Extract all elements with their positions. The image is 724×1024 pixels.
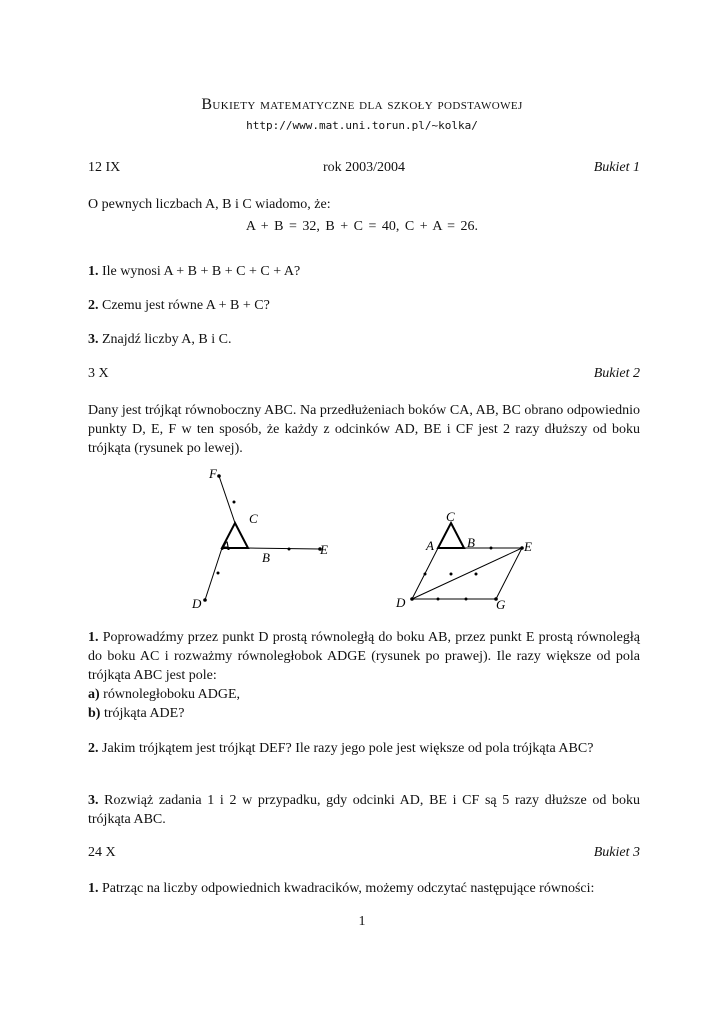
point-d [410, 597, 414, 601]
subquestion-label: a) [88, 687, 100, 702]
segment-ad [205, 548, 222, 600]
label-f: F [209, 466, 217, 481]
bukiet2-label: Bukiet 2 [593, 366, 640, 381]
point-mark [424, 573, 427, 576]
bukiet2-question-1b [88, 704, 640, 723]
point-mark [437, 598, 440, 601]
bukiet3-question-1 [88, 879, 640, 898]
page-number: 1 [358, 914, 366, 929]
question-text: Czemu jest równe A + B + C? [102, 298, 270, 313]
label-e: E [320, 542, 328, 557]
label-g: G [496, 597, 506, 612]
subquestion-text: trójkąta ADE? [103, 706, 185, 721]
bukiet1-header [88, 160, 640, 176]
question-number: 3. [88, 332, 99, 347]
label-b: B [262, 550, 270, 565]
bukiet1-question-3 [88, 330, 640, 349]
point-mark [490, 547, 493, 550]
label-d: D [192, 596, 202, 611]
bukiet2-header [88, 366, 640, 382]
question-text: Poprowadźmy przez punkt D prostą równoległą do boku AB, przez punkt E prostą równoległą do boku AC i rozważmy równoległobok ADGE (rysunek po prawej). Ile razy większe od pola trójkąta ABC jest pole: [88, 630, 640, 683]
bukiet2-date: 3 X [88, 366, 109, 381]
question-number: 3. [88, 793, 99, 808]
bukiet3-label: Bukiet 3 [593, 845, 640, 860]
point-d [203, 598, 207, 602]
label-a: A [426, 538, 434, 553]
point-mark [288, 548, 291, 551]
point-mark [233, 501, 236, 504]
bukiet1-date: 12 IX [88, 160, 121, 175]
diagonal-de [412, 548, 522, 599]
subquestion-label: b) [88, 706, 101, 721]
question-text: Rozwiąż zadania 1 i 2 w przypadku, gdy odcinki AD, BE i CF są 5 razy dłuższe od boku trójkąta ABC. [88, 793, 641, 827]
bukiet2-question-1a [88, 685, 640, 704]
bukiet1-intro: O pewnych liczbach A, B i C wiadomo, że: [88, 197, 331, 212]
point-mark [217, 572, 220, 575]
document-url[interactable]: http://www.mat.uni.torun.pl/~kolka/ [246, 119, 478, 132]
document-title: Bukiety matematyczne dla szkoły podstawowej [201, 96, 523, 113]
question-text: Ile wynosi A + B + B + C + C + A? [102, 264, 301, 279]
bukiet3-date: 24 X [88, 845, 116, 860]
bukiet1-question-2 [88, 296, 640, 315]
question-number: 1. [88, 881, 99, 896]
segment-cf [219, 476, 235, 523]
label-e: E [524, 539, 532, 554]
bukiet2-question-3 [88, 791, 640, 829]
label-c: C [249, 511, 258, 526]
point-mark [450, 573, 453, 576]
point-f [217, 474, 221, 478]
question-number: 2. [88, 741, 99, 756]
bukiet2-question-2 [88, 739, 640, 758]
bukiet2-intro: Dany jest trójkąt równoboczny ABC. Na przedłużeniach boków CA, AB, BC obrano odpowiednio punkty D, E, F w ten sposób, że każdy z odcinków AD, BE i CF jest 2 razy dłuższy od boku trójkąta (rysunek po lewej). [88, 403, 640, 456]
segment-be [248, 548, 320, 549]
question-text: Znajdź liczby A, B i C. [102, 332, 232, 347]
point-mark [475, 573, 478, 576]
question-number: 2. [88, 298, 99, 313]
bukiet2-question-1 [88, 628, 640, 685]
bukiet1-equations: A + B = 32, B + C = 40, C + A = 26. [245, 219, 479, 234]
bukiet1-year: rok 2003/2004 [322, 160, 406, 175]
figure-left [180, 462, 350, 612]
label-d: D [396, 595, 406, 610]
question-number: 1. [88, 264, 99, 279]
point-mark [465, 598, 468, 601]
triangle-abc [438, 523, 464, 548]
bukiet1-question-1 [88, 262, 640, 281]
label-b: B [467, 535, 475, 550]
label-c: C [446, 509, 455, 524]
question-text: Patrząc na liczby odpowiednich kwadracików, możemy odczytać następujące równości: [102, 881, 595, 896]
subquestion-text: równoległoboku ADGE, [103, 687, 241, 702]
figure-right [390, 505, 540, 613]
question-number: 1. [88, 630, 99, 645]
bukiet3-header [88, 845, 640, 861]
question-text: Jakim trójkątem jest trójkąt DEF? Ile razy jego pole jest większe od pola trójkąta ABC? [102, 741, 594, 756]
label-a: A [222, 538, 230, 553]
bukiet1-label: Bukiet 1 [593, 160, 640, 175]
